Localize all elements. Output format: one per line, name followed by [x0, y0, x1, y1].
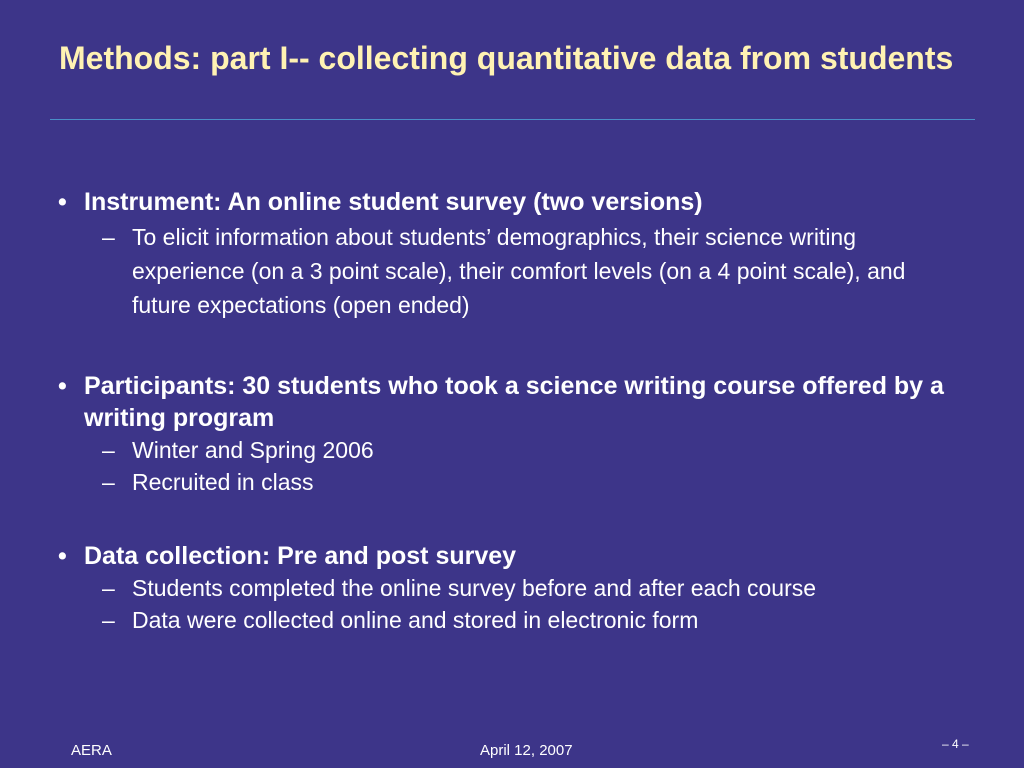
- footer-organization: AERA: [71, 742, 112, 759]
- bullet-item: [58, 186, 958, 218]
- dash-icon: –: [102, 224, 115, 250]
- dash-icon: –: [102, 469, 115, 495]
- page-number: – 4 –: [942, 737, 969, 751]
- bullet-text: Data collection: Pre and post survey: [84, 542, 517, 570]
- title-divider: [50, 119, 975, 120]
- footer-date: April 12, 2007: [480, 742, 573, 759]
- sub-item: [58, 220, 958, 322]
- bullet-item: [58, 370, 958, 434]
- sub-item-text: Recruited in class: [132, 469, 314, 495]
- slide-content: [58, 186, 958, 636]
- dash-icon: –: [102, 437, 115, 463]
- sub-item: [58, 434, 958, 466]
- sub-item-text: To elicit information about students’ demographics, their science writing experience (on a 3 point scale), their comfort levels (on a 4 point scale), and future expectations (open ended): [132, 224, 906, 318]
- sub-item-text: Students completed the online survey before and after each course: [132, 575, 817, 601]
- sub-item: [58, 572, 958, 604]
- bullet-group-participants: [58, 370, 958, 498]
- sub-list: [58, 434, 958, 498]
- sub-item-text: Winter and Spring 2006: [132, 437, 374, 463]
- slide-title: Methods: part I-- collecting quantitative data from students: [59, 40, 954, 76]
- sub-item: [58, 466, 958, 498]
- bullet-item: [58, 540, 958, 572]
- sub-list: [58, 572, 958, 636]
- bullet-icon: •: [58, 542, 67, 570]
- sub-item-text: Data were collected online and stored in electronic form: [132, 607, 699, 633]
- bullet-group-instrument: [58, 186, 958, 322]
- dash-icon: –: [102, 607, 115, 633]
- dash-icon: –: [102, 575, 115, 601]
- sub-item: [58, 604, 958, 636]
- sub-list: [58, 220, 958, 322]
- bullet-text: Instrument: An online student survey (two versions): [84, 188, 703, 216]
- bullet-text: Participants: 30 students who took a science writing course offered by a writing program: [84, 372, 944, 432]
- bullet-icon: •: [58, 188, 67, 216]
- bullet-icon: •: [58, 372, 67, 400]
- bullet-group-data-collection: [58, 540, 958, 636]
